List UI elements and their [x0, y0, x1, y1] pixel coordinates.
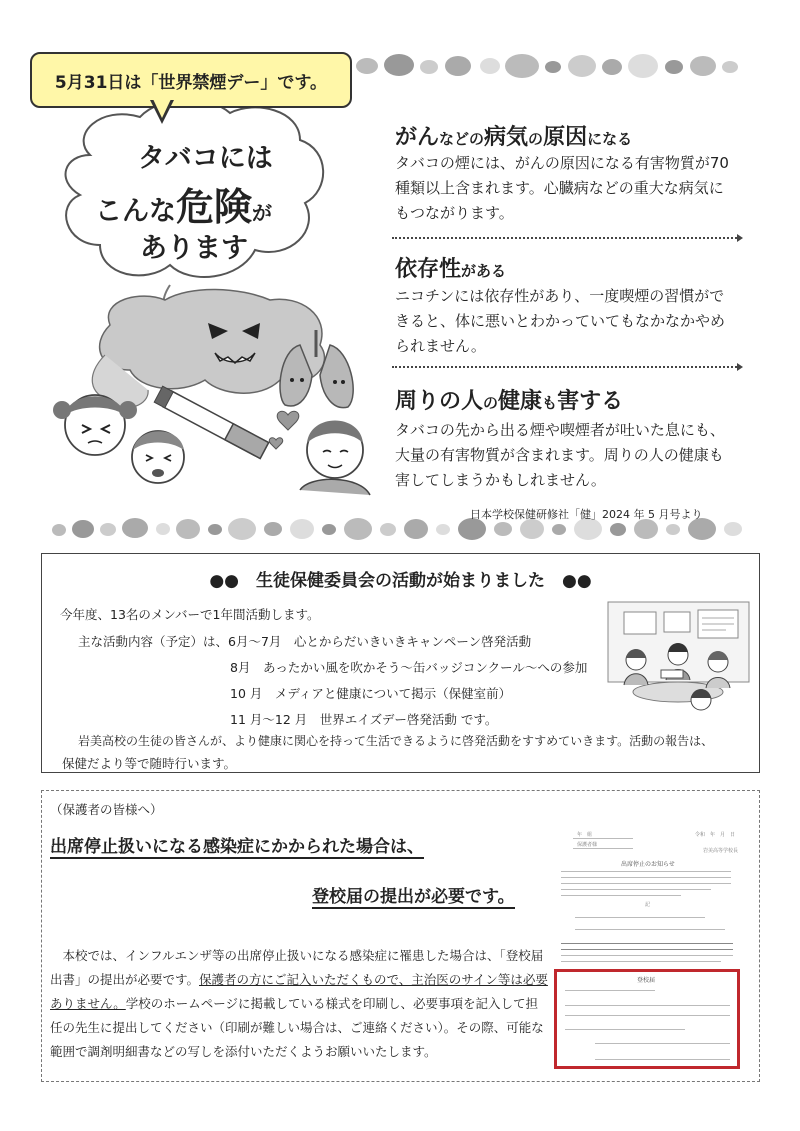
- committee-activity-2: 8月 あったかい風を吹かそう～缶バッジコンクール～への参加: [230, 660, 588, 675]
- world-no-tobacco-day-callout: [30, 52, 352, 108]
- guardian-headline-2: 登校届の提出が必要です。: [312, 882, 515, 909]
- callout-tail-fill: [153, 99, 171, 118]
- section-cancer-heading: がんなどの病気の原因になる: [395, 125, 633, 150]
- committee-closing-2: 保健だより等で随時行います。: [62, 756, 237, 771]
- section-addiction-heading: 依存性がある: [395, 257, 507, 282]
- committee-activity-1: 主な活動内容（予定）は、6月～7月 心とからだいきいきキャンペーン啓発活動: [78, 634, 532, 649]
- committee-intro: 今年度、13名のメンバーで1年間活動します。: [60, 607, 320, 622]
- paragraph-part-2-underlined: 保護者の方にご記入いただくもので、主治医のサイン等は必要ありません。: [50, 972, 548, 1011]
- form-lower-title: 登校届: [637, 977, 656, 984]
- committee-title: ●● 生徒保健委員会の活動が始まりました ●●: [209, 571, 592, 591]
- attendance-form-thumbnail: 年 組 保護者様 令和 年 月 日 岩美高等学校長 出席停止のお知らせ 記 登校届: [555, 825, 740, 1070]
- divider-1: [392, 237, 737, 239]
- committee-illustration: [606, 600, 751, 715]
- cloud-line2-post: が: [252, 201, 273, 225]
- cloud-line2-pre: こんな: [95, 196, 176, 227]
- callout-text: 5月31日は「世界禁煙デー」です。: [54, 72, 328, 93]
- section-others-heading: 周りの人の健康も害する: [395, 389, 624, 414]
- cloud-line-3: あります: [140, 233, 248, 264]
- danger-word: 危険: [176, 185, 253, 229]
- guardian-label: （保護者の皆様へ）: [50, 802, 163, 817]
- section-others-body: タバコの先から出る煙や喫煙者が吐いた息にも、大量の有害物質が含まれます。周りの人の健康も害してしまうかもしれません。: [395, 421, 725, 489]
- paragraph-part-1: 本校では、インフルエンザ等の出席停止扱いになる感染症に罹患した場合は、「登校届出書」の提出が必要です。: [50, 948, 544, 987]
- guardian-headline-1: 出席停止扱いになる感染症にかかられた場合は、: [50, 832, 424, 859]
- cloud-line-1: タバコには: [138, 143, 273, 174]
- committee-activity-4: 11 月～12 月 世界エイズデー啓発活動 です。: [230, 712, 498, 727]
- source-credit: 日本学校保健研修社「健」2024 年 5 月号より: [470, 508, 703, 521]
- committee-closing-1: 岩美高校の生徒の皆さんが、より健康に関心を持って生活できるように啓発活動をすすめていきます。活動の報告は、: [78, 734, 714, 748]
- cloud-line-2: [95, 185, 273, 229]
- paragraph-part-3: 学校のホームページに掲載している様式を印刷し、必要事項を記入して担任の先生に提出してください（印刷が難しい場合は、ご連絡ください）。その際、可能な範囲で調剤明細書などの写しを添付いただくようお願いいたします。: [50, 996, 544, 1059]
- committee-activity-3: 10 月 メディアと健康について掲示（保健室前）: [230, 686, 512, 701]
- section-addiction-body: ニコチンには依存性があり、一度喫煙の習慣ができると、体に悪いとわかっていてもなかなかやめられません。: [395, 287, 726, 355]
- guardian-paragraph: [50, 944, 550, 1064]
- form-highlight-box: [554, 969, 740, 1069]
- divider-2: [392, 366, 737, 368]
- form-top-title: 出席停止のお知らせ: [621, 861, 675, 868]
- section-cancer-body: タバコの煙には、がんの原因になる有害物質が70種類以上含まれます。心臓病などの重大な病気にもつながります。: [395, 154, 729, 222]
- top-dot-band: [350, 52, 750, 82]
